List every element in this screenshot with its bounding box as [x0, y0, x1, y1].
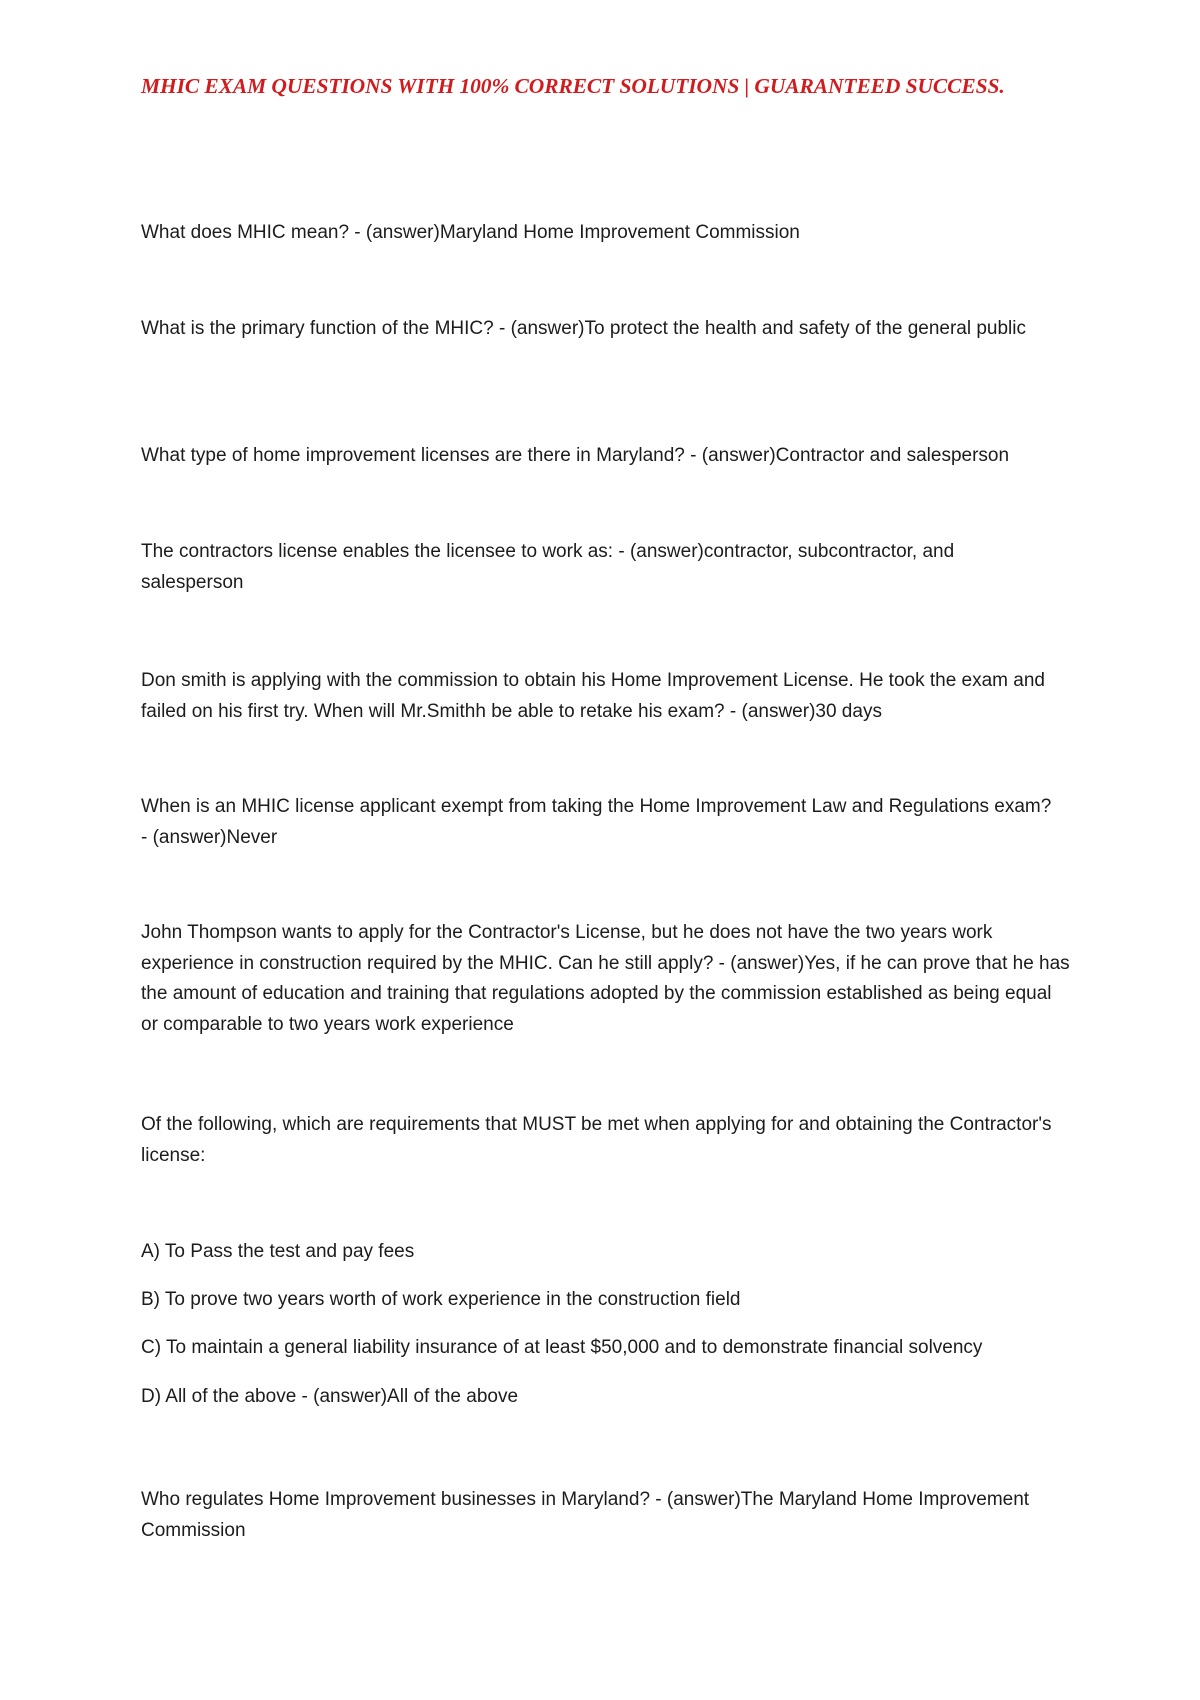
qa-item-exam-exemption: When is an MHIC license applicant exempt from taking the Home Improvement Law and Regulations exam? - (answer)Never — [141, 796, 1052, 848]
option-a: A) To Pass the test and pay fees — [141, 1241, 415, 1262]
qa-item-contractor-license-scope: The contractors license enables the licensee to work as: - (answer)contractor, subcontractor, and salesperson — [141, 541, 955, 593]
qa-item-requirements-question: Of the following, which are requirements that MUST be met when applying for and obtaining the Contractor's license: — [141, 1114, 1052, 1166]
option-b: B) To prove two years worth of work experience in the construction field — [141, 1289, 741, 1310]
option-d: D) All of the above - (answer)All of the above — [141, 1386, 519, 1407]
document-title: MHIC EXAM QUESTIONS WITH 100% CORRECT SOLUTIONS | GUARANTEED SUCCESS. — [141, 74, 1005, 98]
qa-item-retake-exam: Don smith is applying with the commission to obtain his Home Improvement License. He took the exam and failed on his first try. When will Mr.Smithh be able to retake his exam? - (answer)30 days — [141, 670, 1045, 722]
qa-item-mhic-meaning: What does MHIC mean? - (answer)Maryland Home Improvement Commission — [141, 222, 800, 243]
qa-item-license-types: What type of home improvement licenses are there in Maryland? - (answer)Contractor and salesperson — [141, 445, 1010, 466]
option-c: C) To maintain a general liability insurance of at least $50,000 and to demonstrate financial solvency — [141, 1337, 983, 1358]
qa-item-who-regulates: Who regulates Home Improvement businesses in Maryland? - (answer)The Maryland Home Improvement Commission — [141, 1489, 1030, 1541]
qa-item-work-experience: John Thompson wants to apply for the Contractor's License, but he does not have the two years work experience in construction required by the MHIC. Can he still apply? - (answer)Yes, if he can prove that he has the amount of education and training that regulations adopted by the commission established as being equal or comparable to two years work experience — [141, 922, 1070, 1035]
qa-item-primary-function: What is the primary function of the MHIC? - (answer)To protect the health and safety of the general public — [141, 318, 1026, 339]
